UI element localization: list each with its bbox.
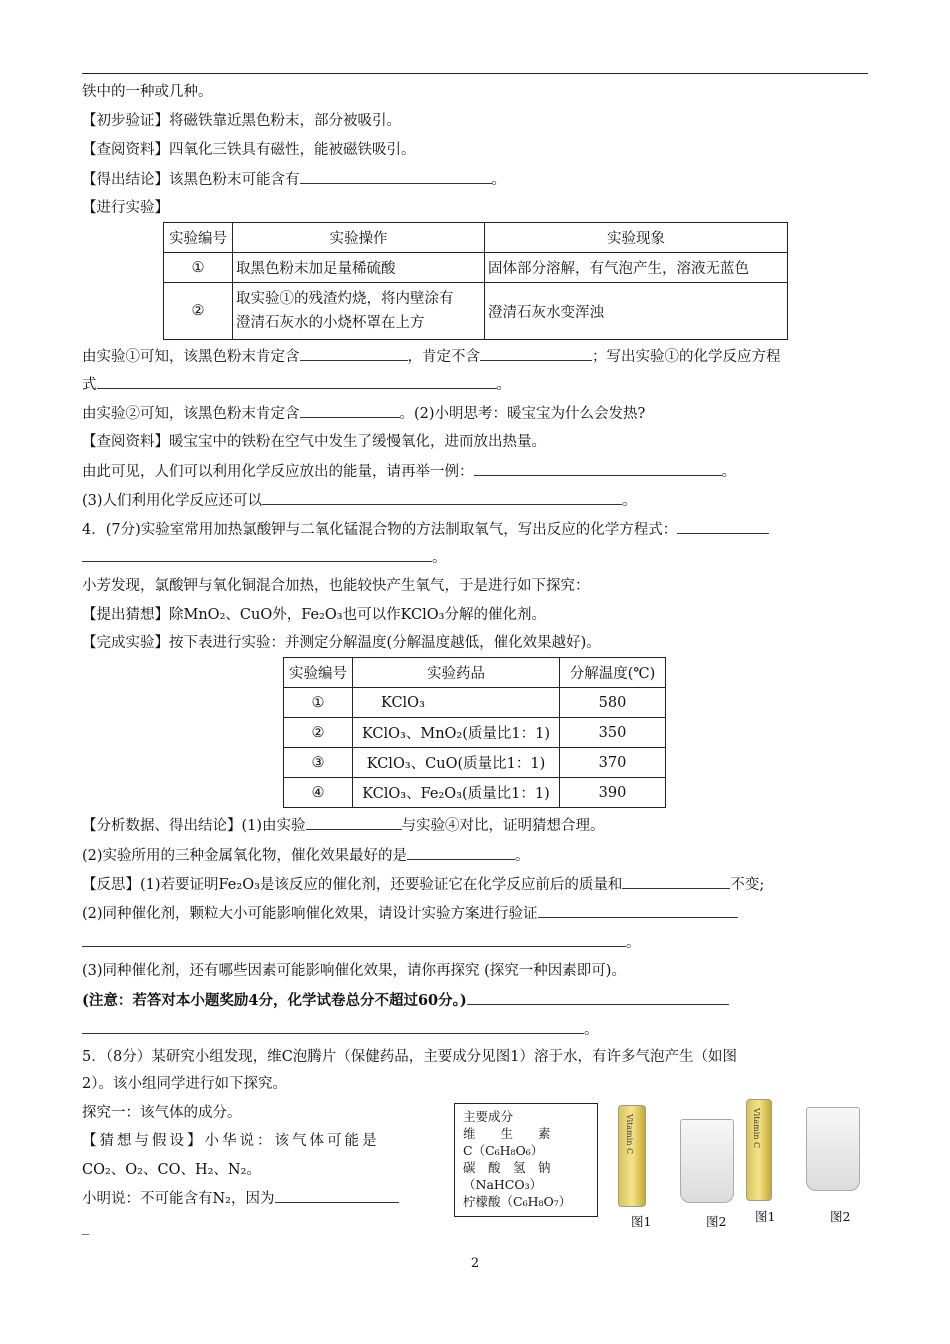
table-row: ① 取黑色粉末加足量稀硫酸 固体部分溶解，有气泡产生，溶液无蓝色 bbox=[164, 253, 788, 283]
water-glass-image bbox=[680, 1119, 734, 1203]
answer-blank[interactable] bbox=[474, 461, 722, 476]
vitamin-c-figure bbox=[450, 1085, 870, 1235]
text-line: 4．(7分)实验室常用加热氯酸钾与二氧化锰混合物的方法制取氧气，写出反应的化学方程式： bbox=[82, 519, 769, 540]
answer-blank[interactable] bbox=[407, 845, 515, 860]
table-header: 实验现象 bbox=[485, 223, 788, 253]
ingredients-callout: 主要成分 维 生 素 C（C₆H₈O₆） 碳 酸 氢 钠 （NaHCO₃） 柠檬酸（C₆H₈O₇） bbox=[454, 1103, 598, 1217]
table-header: 实验药品 bbox=[353, 658, 560, 688]
answer-blank[interactable] bbox=[538, 903, 738, 918]
text-line: 【提出猜想】除MnO₂、CuO外，Fe₂O₃也可以作KClO₃分解的催化剂。 bbox=[82, 607, 546, 623]
answer-blank[interactable] bbox=[622, 874, 730, 889]
answer-blank[interactable] bbox=[97, 374, 497, 389]
table-row: ② KClO₃、MnO₂(质量比1：1) 350 bbox=[284, 718, 666, 748]
text-line: 小明说：不可能含有N₂，因为 bbox=[82, 1188, 399, 1209]
table-row: ③ KClO₃、CuO(质量比1：1) 370 bbox=[284, 748, 666, 778]
experiment-table-1 bbox=[163, 222, 788, 340]
text-line: 2）。该小组同学进行如下探究。 bbox=[82, 1076, 287, 1092]
answer-blank[interactable] bbox=[275, 1188, 399, 1203]
text-line: 探究一：该气体的成分。 bbox=[82, 1105, 242, 1121]
text-line: 由实验②可知，该黑色粉末肯定含 。(2)小明思考：暖宝宝为什么会发热? bbox=[82, 403, 645, 424]
text-line: 【查阅资料】暖宝宝中的铁粉在空气中发生了缓慢氧化，进而放出热量。 bbox=[82, 434, 546, 450]
text-line: 5．（8分）某研究小组发现，维C泡腾片（保健药品，主要成分见图1）溶于水，有许多气泡产生（如图 bbox=[82, 1049, 738, 1065]
text-line: 铁中的一种或几种。 bbox=[82, 84, 213, 100]
text-line: (2)实验所用的三种金属氧化物，催化效果最好的是 。 bbox=[82, 845, 530, 866]
experiment-table-2 bbox=[283, 657, 666, 808]
answer-blank[interactable] bbox=[300, 403, 400, 418]
table-header: 实验编号 bbox=[284, 658, 353, 688]
text-line: 【猜想与假设】小华说：该气体可能是 bbox=[82, 1133, 380, 1149]
text-line: _ bbox=[82, 1219, 90, 1235]
page-number: 2 bbox=[470, 1256, 480, 1271]
table-header: 实验操作 bbox=[233, 223, 485, 253]
answer-blank[interactable] bbox=[306, 815, 402, 830]
answer-blank[interactable] bbox=[300, 169, 492, 184]
effervescent-tube-image: Vitamin C bbox=[746, 1099, 772, 1201]
text-line: 。 bbox=[82, 932, 641, 953]
figure-label: 图1 bbox=[631, 1214, 652, 1229]
answer-blank[interactable] bbox=[467, 990, 729, 1005]
header-rule bbox=[82, 73, 868, 74]
text-line: 【查阅资料】四氧化三铁具有磁性，能被磁铁吸引。 bbox=[82, 142, 416, 158]
text-line: (3)同种催化剂，还有哪些因素可能影响催化效果，请你再探究 (探究一种因素即可)。 bbox=[82, 963, 626, 979]
table-row: ② 取实验①的残渣灼烧，将内壁涂有 澄清石灰水的小烧杯罩在上方 澄清石灰水变浑浊 bbox=[164, 283, 788, 340]
text-line: 小芳发现，氯酸钾与氧化铜混合加热，也能较快产生氧气，于是进行如下探究： bbox=[82, 578, 590, 594]
text-line: CO₂、O₂、CO、H₂、N₂。 bbox=[82, 1162, 261, 1178]
text-line: 【反思】(1)若要证明Fe₂O₃是该反应的催化剂，还要验证它在化学反应前后的质量和 不变; bbox=[82, 874, 764, 895]
text-line: 由此可见，人们可以利用化学反应放出的能量，请再举一例： 。 bbox=[82, 461, 736, 482]
table-row: ① KClO₃ 580 bbox=[284, 688, 666, 718]
answer-blank[interactable] bbox=[677, 519, 769, 534]
figure-label: 图2 bbox=[706, 1214, 727, 1229]
answer-blank[interactable] bbox=[82, 932, 626, 947]
text-line: 由实验①可知，该黑色粉末肯定含 ，肯定不含 ；写出实验①的化学反应方程 bbox=[82, 346, 781, 367]
answer-blank[interactable] bbox=[82, 547, 432, 562]
answer-blank[interactable] bbox=[82, 1019, 584, 1034]
text-line: 。 bbox=[82, 547, 447, 568]
text-line: 【分析数据、得出结论】(1)由实验 与实验④对比，证明猜想合理。 bbox=[82, 815, 605, 836]
table-header: 实验编号 bbox=[164, 223, 233, 253]
text-line: 【进行实验】 bbox=[82, 200, 169, 216]
figure-label: 图2 bbox=[830, 1209, 851, 1224]
text-line: 。 bbox=[82, 1019, 599, 1040]
text-line: (2)同种催化剂，颗粒大小可能影响催化效果，请设计实验方案进行验证 bbox=[82, 903, 738, 924]
text-line: 【得出结论】该黑色粉末可能含有 。 bbox=[82, 169, 506, 190]
answer-blank[interactable] bbox=[262, 490, 622, 505]
answer-blank[interactable] bbox=[480, 346, 592, 361]
water-glass-image bbox=[806, 1107, 860, 1191]
effervescent-tube-image: Vitamin C bbox=[618, 1105, 646, 1207]
text-line: (3)人们利用化学反应还可以 。 bbox=[82, 490, 637, 511]
text-line: 【初步验证】将磁铁靠近黑色粉末，部分被吸引。 bbox=[82, 113, 401, 129]
answer-blank[interactable] bbox=[300, 346, 408, 361]
table-row: ④ KClO₃、Fe₂O₃(质量比1：1) 390 bbox=[284, 778, 666, 808]
text-line: (注意：若答对本小题奖励4分，化学试卷总分不超过60分。) bbox=[82, 990, 729, 1011]
figure-label: 图1 bbox=[755, 1209, 776, 1224]
text-line: 【完成实验】按下表进行实验：并测定分解温度(分解温度越低，催化效果越好)。 bbox=[82, 635, 601, 651]
table-header: 分解温度(℃) bbox=[560, 658, 666, 688]
text-line: 式 。 bbox=[82, 374, 511, 395]
